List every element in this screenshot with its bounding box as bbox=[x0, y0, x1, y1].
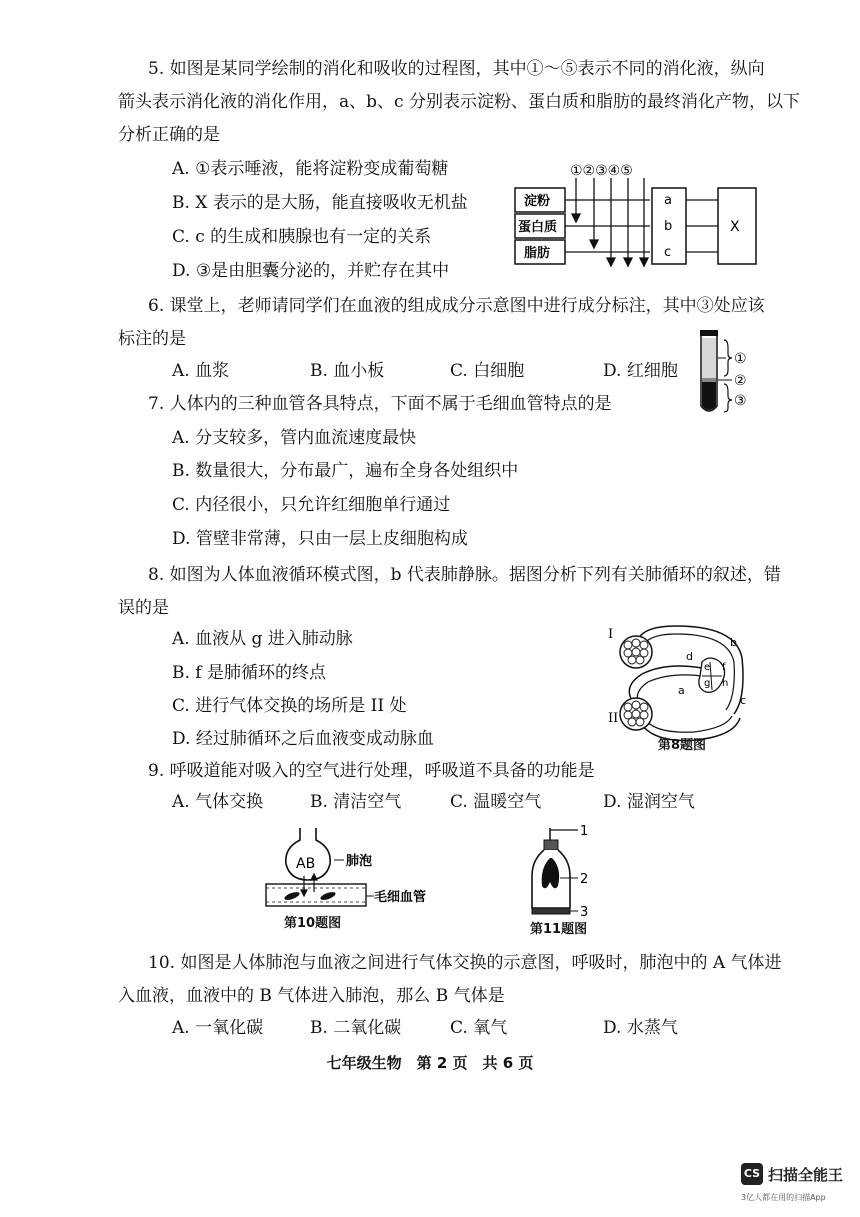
fig11-label-2: 2 bbox=[580, 872, 589, 887]
q5-stem-line-1: 5. 如图是某同学绘制的消化和吸收的过程图，其中①～⑤表示不同的消化液，纵向 bbox=[148, 59, 765, 79]
q5-x-label: X bbox=[730, 219, 740, 235]
q7-option-b: B. 数量很大，分布最广，遍布全身各处组织中 bbox=[172, 461, 519, 481]
page-footer: 七年级生物 第 2 页 共 6 页 bbox=[326, 1054, 534, 1072]
fig10-alveolus-figure bbox=[262, 826, 432, 936]
q10-option-a: A. 一氧化碳 bbox=[172, 1018, 264, 1038]
q8-option-a: A. 血液从 g 进入肺动脉 bbox=[172, 629, 353, 649]
q8-label-a: a bbox=[678, 684, 685, 697]
q8-label-f: f bbox=[722, 662, 726, 673]
fig10-capillary-label: 毛细血管 bbox=[374, 890, 427, 905]
q5-stem-line-2: 箭头表示消化液的消化作用，a、b、c 分别表示淀粉、蛋白质和脂肪的最终消化产物，以下 bbox=[118, 92, 800, 112]
q9-stem: 9. 呼吸道能对吸入的空气进行处理，呼吸道不具备的功能是 bbox=[148, 761, 595, 781]
q5-option-b: B. X 表示的是大肠，能直接吸收无机盐 bbox=[172, 193, 468, 213]
fig11-label-1: 1 bbox=[580, 824, 589, 839]
q6-option-c: C. 白细胞 bbox=[450, 361, 525, 381]
q6-option-a: A. 血浆 bbox=[172, 361, 230, 381]
camscanner-subtitle: 3亿人都在用的扫描App bbox=[741, 1193, 826, 1202]
q5-digestion-figure bbox=[510, 158, 780, 270]
q10-option-c: C. 氧气 bbox=[450, 1018, 508, 1038]
q7-option-a: A. 分支较多，管内血流速度最快 bbox=[172, 428, 417, 448]
q10-option-d: D. 水蒸气 bbox=[603, 1018, 678, 1038]
q8-label-c: c bbox=[740, 694, 747, 707]
q10-option-b: B. 二氧化碳 bbox=[310, 1018, 402, 1038]
q5-product-b: b bbox=[664, 219, 673, 234]
q5-product-a: a bbox=[664, 193, 672, 208]
q9-option-a: A. 气体交换 bbox=[172, 792, 264, 812]
fig11-bell-jar-figure bbox=[524, 820, 634, 938]
q6-blood-tube-figure bbox=[690, 328, 760, 420]
q5-row-protein: 蛋白质 bbox=[518, 220, 558, 235]
fig11-caption: 第11题图 bbox=[530, 922, 588, 937]
q6-stem-line-2: 标注的是 bbox=[118, 329, 186, 349]
fig10-caption: 第10题图 bbox=[284, 916, 342, 931]
fig11-label-3: 3 bbox=[580, 905, 589, 920]
q5-row-fat: 脂肪 bbox=[524, 246, 551, 261]
q8-stem-line-2: 误的是 bbox=[118, 598, 169, 618]
q9-option-d: D. 湿润空气 bbox=[603, 792, 695, 812]
q8-option-b: B. f 是肺循环的终点 bbox=[172, 663, 326, 683]
q10-stem-line-1: 10. 如图是人体肺泡与血液之间进行气体交换的示意图，呼吸时，肺泡中的 A 气体进 bbox=[148, 953, 782, 973]
q8-stem-line-1: 8. 如图为人体血液循环模式图，b 代表肺静脉。据图分析下列有关肺循环的叙述，错 bbox=[148, 565, 781, 585]
q5-option-a: A. ①表示唾液，能将淀粉变成葡萄糖 bbox=[172, 159, 449, 179]
q8-label-h: h bbox=[722, 678, 729, 689]
q8-label-II: II bbox=[608, 711, 619, 726]
q8-label-e: e bbox=[704, 662, 711, 673]
fig10-inner-label: AB bbox=[296, 856, 316, 872]
q6-label-2: ② bbox=[734, 373, 747, 389]
q8-figure-caption: 第8题图 bbox=[658, 738, 707, 753]
q8-label-g: g bbox=[704, 678, 711, 689]
q7-option-c: C. 内径很小，只允许红细胞单行通过 bbox=[172, 495, 451, 515]
q8-option-d: D. 经过肺循环之后血液变成动脉血 bbox=[172, 729, 434, 749]
q6-label-1: ① bbox=[734, 351, 747, 367]
camscanner-title: 扫描全能王 bbox=[768, 1166, 844, 1184]
camscanner-logo-icon: CS bbox=[741, 1163, 763, 1185]
q9-option-c: C. 温暖空气 bbox=[450, 792, 542, 812]
q8-label-b: b bbox=[730, 636, 737, 649]
q6-label-3: ③ bbox=[734, 393, 747, 409]
q5-row-starch: 淀粉 bbox=[524, 194, 551, 209]
q9-option-b: B. 清洁空气 bbox=[310, 792, 402, 812]
q5-option-d: D. ③是由胆囊分泌的，并贮存在其中 bbox=[172, 261, 450, 281]
q8-circulation-figure bbox=[606, 618, 760, 754]
q7-option-d: D. 管壁非常薄，只由一层上皮细胞构成 bbox=[172, 529, 468, 549]
q7-stem: 7. 人体内的三种血管各具特点，下面不属于毛细血管特点的是 bbox=[148, 394, 612, 414]
q5-figure-numbers: ①②③④⑤ bbox=[570, 163, 633, 179]
q10-stem-line-2: 入血液，血液中的 B 气体进入肺泡，那么 B 气体是 bbox=[118, 986, 505, 1006]
q8-label-I: I bbox=[608, 627, 614, 642]
q5-stem-line-3: 分析正确的是 bbox=[118, 125, 220, 145]
fig10-alveolus-label: 肺泡 bbox=[346, 854, 373, 869]
q6-option-b: B. 血小板 bbox=[310, 361, 385, 381]
q8-label-d: d bbox=[686, 650, 693, 663]
q8-option-c: C. 进行气体交换的场所是 II 处 bbox=[172, 696, 407, 716]
q5-product-c: c bbox=[664, 245, 672, 260]
q5-option-c: C. c 的生成和胰腺也有一定的关系 bbox=[172, 227, 432, 247]
q6-stem-line-1: 6. 课堂上，老师请同学们在血液的组成成分示意图中进行成分标注，其中③处应该 bbox=[148, 296, 765, 316]
q6-option-d: D. 红细胞 bbox=[603, 361, 678, 381]
